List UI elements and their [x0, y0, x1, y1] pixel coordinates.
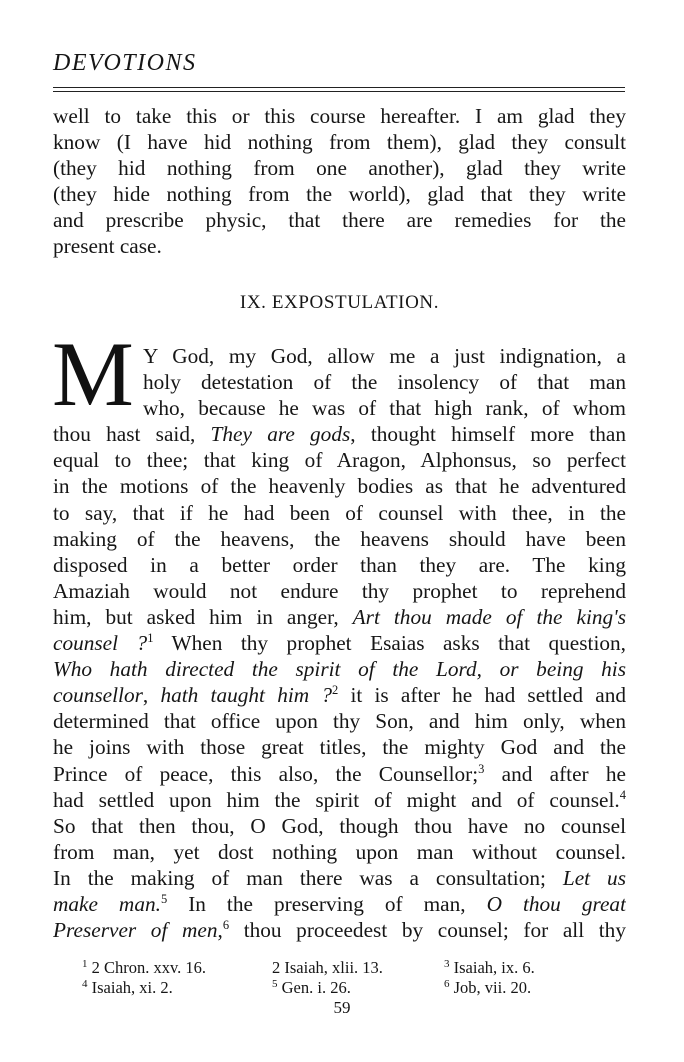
footnote [272, 958, 383, 978]
drop-cap: M [52, 323, 134, 425]
text-line: (they hide nothing from the world), glad that they write [53, 182, 626, 207]
footnote [444, 978, 531, 998]
footnote-text: Job, vii. 20. [449, 978, 532, 997]
section-heading: IX. EXPOSTULATION. [239, 292, 440, 313]
footnote [272, 978, 351, 998]
footnote-text: Gen. i. 26. [277, 978, 351, 997]
text-line [53, 865, 626, 891]
footnote-number: 3 [444, 958, 450, 970]
italic-run: O thou great [486, 891, 626, 916]
text-line [53, 682, 626, 708]
italic-run: Let us [562, 865, 626, 890]
text-run: In the preserving of man, [167, 891, 487, 916]
text-line: and prescribe physic, that there are remedies for the [53, 208, 626, 233]
text-line: making of the heavens, the heavens should have been [53, 526, 626, 551]
text-run: thou proceedest by counsel; for all thy [229, 918, 626, 943]
text-run: him, but asked him in anger, [53, 604, 353, 629]
text-run: thou hast said, [53, 422, 211, 447]
text-run: and after he [484, 761, 626, 786]
italic-run: make man. [53, 891, 161, 916]
expostulation-paragraph [53, 343, 626, 943]
header-rule-top [53, 87, 625, 88]
footnote-number: 1 [82, 958, 88, 970]
paragraph-continued [53, 103, 626, 260]
footnote-number: 5 [272, 978, 278, 990]
text-line: determined that office upon thy Son, and him only, when [53, 709, 626, 734]
italic-run: counsellor [53, 683, 143, 708]
footnote-text: 2 Isaiah, xlii. 13. [272, 958, 383, 977]
page-number: 59 [333, 998, 351, 1017]
text-line: disposed in a better order than they are. The king [53, 552, 626, 577]
text-line [53, 656, 626, 682]
text-line [53, 891, 626, 917]
text-run: , [142, 683, 161, 708]
footnote [82, 978, 173, 998]
footnote [82, 958, 206, 978]
italic-run: They are gods [210, 422, 351, 447]
text-line: (they hid nothing from one another), glad they write [53, 156, 626, 181]
text-line [53, 761, 626, 787]
text-run: When thy prophet Esaias asks that question, [153, 631, 626, 656]
text-line: in the motions of the heavenly bodies as that he adventured [53, 474, 626, 499]
text-line: know (I have hid nothing from them), glad they consult [53, 130, 626, 155]
footnote [444, 958, 535, 978]
text-line: Y God, my God, allow me a just indignation, a [143, 344, 626, 368]
text-line: present case. [53, 234, 162, 259]
text-run: In the making of man there was a consultation; [53, 865, 563, 890]
footnote-text: Isaiah, ix. 6. [449, 958, 535, 977]
running-head: DEVOTIONS [53, 50, 197, 76]
text-line: So that then thou, O God, though thou have no counsel [53, 813, 626, 838]
text-line: holy detestation of the insolency of that man [143, 370, 626, 395]
text-line [53, 421, 626, 447]
footnote-text: 2 Chron. xxv. 16. [87, 958, 207, 977]
text-line [53, 604, 626, 630]
text-run: , [217, 918, 223, 943]
text-line: from man, yet dost nothing upon man without counsel. [53, 839, 626, 864]
footnote-number: 4 [82, 978, 88, 990]
footnote-ref: 2 [332, 683, 339, 698]
footnote-ref: 5 [160, 891, 168, 906]
italic-run: hath taught him ? [160, 683, 332, 708]
italic-run: Who hath directed the spirit of the Lord, or being his [53, 657, 626, 682]
footnote-ref: 1 [147, 631, 154, 646]
text-run: , thought himself more than [350, 422, 626, 447]
text-line: he joins with those great titles, the mighty God and the [53, 735, 626, 760]
italic-run: counsel ? [53, 631, 148, 656]
text-line: to say, that if he had been of counsel with thee, in the [53, 500, 626, 525]
text-line: Amaziah would not endure thy prophet to reprehend [53, 578, 626, 603]
footnote-ref: 6 [222, 918, 230, 933]
italic-run: Preserver of men [53, 918, 218, 943]
text-line: well to take this or this course hereafter. I am glad they [53, 104, 626, 128]
text-line [53, 787, 626, 813]
text-run: had settled upon him the spirit of might and of counsel. [53, 787, 620, 812]
text-line [53, 630, 626, 656]
italic-run: Art thou made of the king's [352, 604, 626, 629]
footnote-number: 6 [444, 978, 450, 990]
text-line: equal to thee; that king of Aragon, Alphonsus, so perfect [53, 448, 626, 473]
text-line: who, because he was of that high rank, of whom [143, 396, 626, 421]
footnote-text: Isaiah, xi. 2. [87, 978, 173, 997]
text-line [53, 917, 626, 943]
header-rule-bottom [53, 91, 625, 92]
text-run: it is after he had settled and [338, 683, 626, 708]
footnote-ref: 4 [619, 787, 626, 802]
footnote-ref: 3 [478, 761, 485, 776]
text-run: Prince of peace, this also, the Counsellor; [53, 761, 479, 786]
